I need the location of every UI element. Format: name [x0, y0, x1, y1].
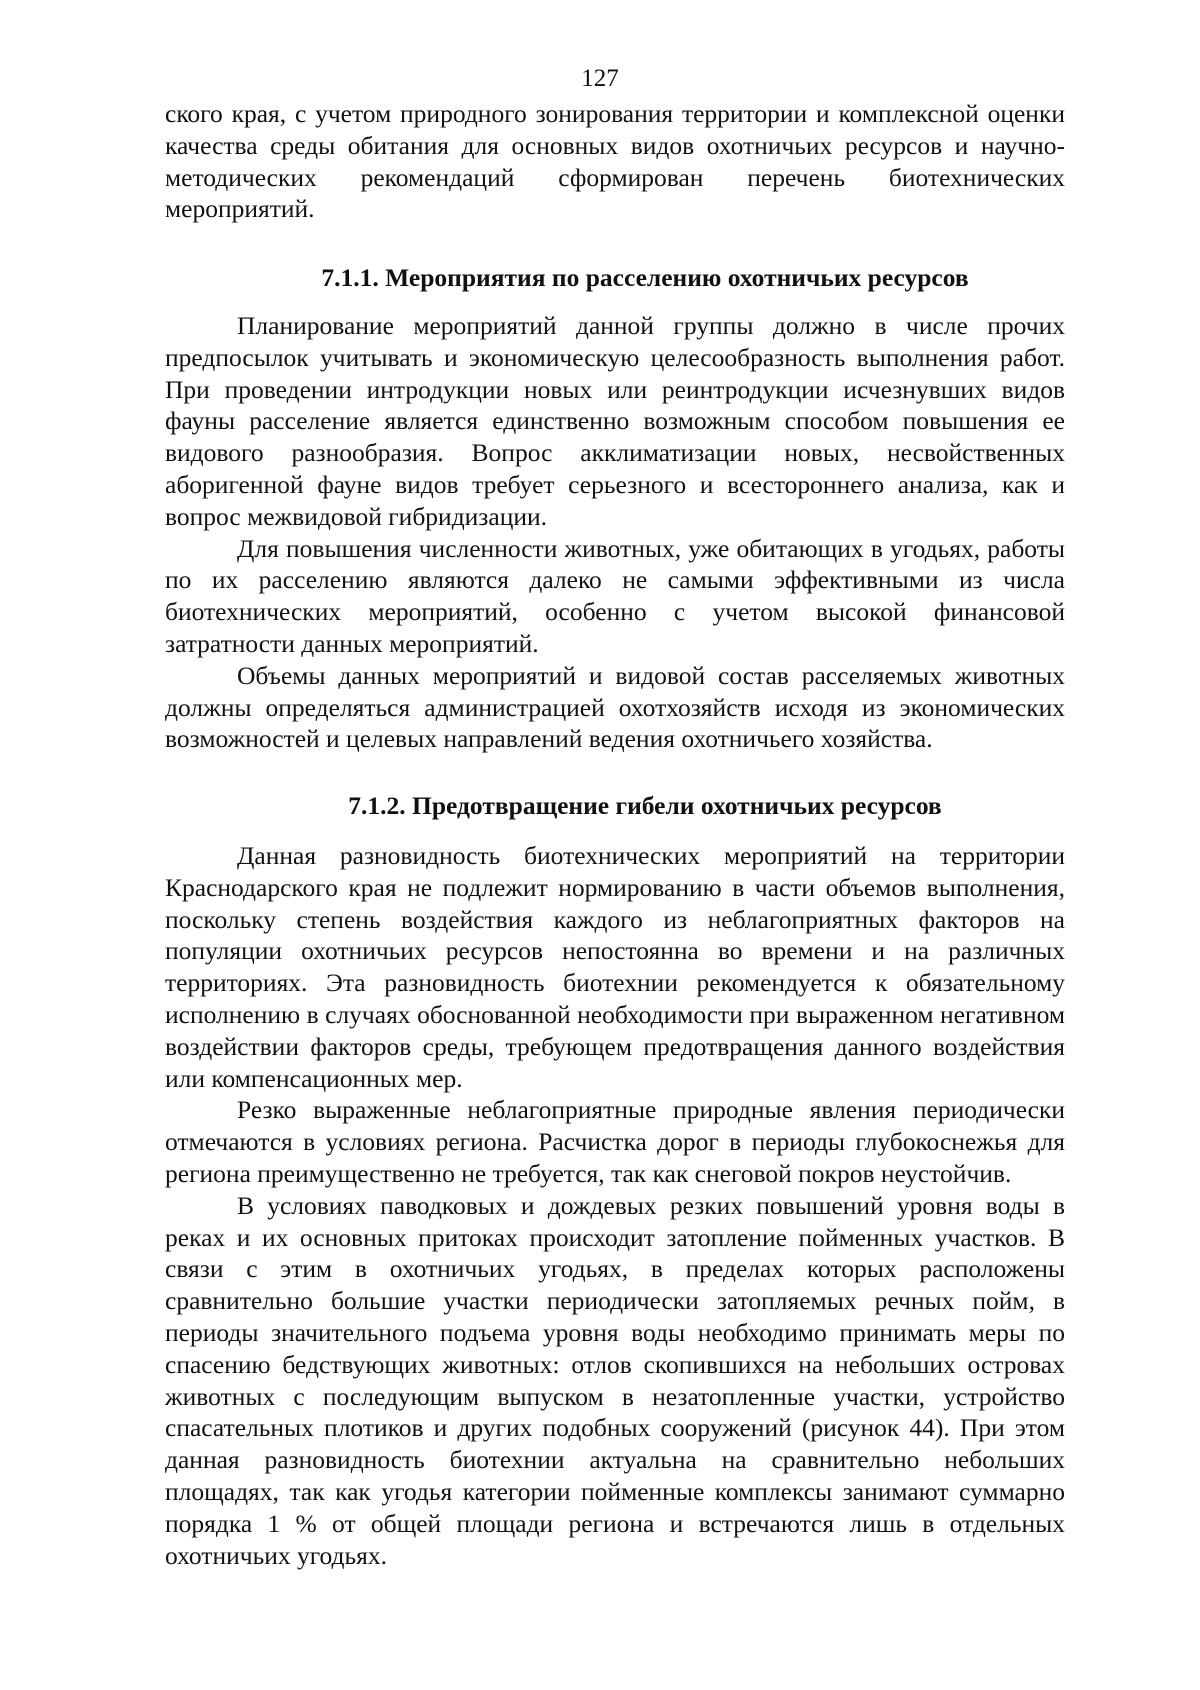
page-number: 127 — [581, 65, 619, 92]
section-heading-7-1-1: 7.1.1. Мероприятия по расселению охотничьих ресурсов — [321, 263, 969, 292]
paragraph: Для повышения численности животных, уже обитающих в угодьях, работы по их расселению являются далеко не самыми эффективными из числа биотехнических мероприятий, особенно с учетом высокой финансовой затратности данных мероприятий. — [165, 533, 1065, 658]
section-7-1-2-body — [165, 840, 1065, 1571]
section-heading-7-1-2: 7.1.2. Предотвращение гибели охотничьих ресурсов — [348, 791, 942, 820]
intro-paragraph: ского края, с учетом природного зонирования территории и комплексной оценки качества среды обитания для основных видов охотничьих ресурсов и научно-методических рекомендаций сформирован перечень биотехнических мероприятий. — [165, 99, 1065, 224]
paragraph: В условиях паводковых и дождевых резких повышений уровня воды в реках и их основных притоках происходит затопление пойменных участков. В связи с этим в охотничьих угодьях, в пределах которых расположены сравнительно большие участки периодически затопляемых речных пойм, в периоды значительного подъема уровня воды необходимо принимать меры по спасению бедствующих животных: отлов скопившихся на небольших островах животных с последующим выпуском в незатопленные участки, устройство спасательных плотиков и других подобных сооружений (рисунок 44). При этом данная разновидность биотехнии актуальна на сравнительно небольших площадях, так как угодья категории пойменные комплексы занимают суммарно порядка 1 % от общей площади региона и встречаются лишь в отдельных охотничьих угодьях. — [165, 1190, 1065, 1570]
paragraph: Планирование мероприятий данной группы должно в числе прочих предпосылок учитывать и экономическую целесообразность выполнения работ. При проведении интродукции новых или реинтродукции исчезнувших видов фауны расселение является единственно возможным способом повышения ее видового разнообразия. Вопрос акклиматизации новых, несвойственных аборигенной фауне видов требует серьезного и всестороннего анализа, как и вопрос межвидовой гибридизации. — [165, 311, 1065, 531]
section-7-1-1-body — [165, 310, 1065, 755]
paragraph: Резко выраженные неблагоприятные природные явления периодически отмечаются в условиях региона. Расчистка дорог в периоды глубокоснежья для региона преимущественно не требуется, так как снеговой покров неустойчив. — [165, 1095, 1065, 1188]
paragraph: Объемы данных мероприятий и видовой состав расселяемых животных должны определяться администрацией охотхозяйств исходя из экономических возможностей и целевых направлений ведения охотничьего хозяйства. — [165, 660, 1065, 754]
intro-block — [165, 98, 1065, 225]
paragraph: Данная разновидность биотехнических мероприятий на территории Краснодарского края не подлежит нормированию в части объемов выполнения, поскольку степень воздействия каждого из неблагоприятных факторов на популяции охотничьих ресурсов непостоянна во времени и на различных территориях. Эта разновидность биотехнии рекомендуется к обязательному исполнению в случаях обоснованной необходимости при выраженном негативном воздействии факторов среды, требующем предотвращения данного воздействия или компенсационных мер. — [165, 841, 1065, 1093]
